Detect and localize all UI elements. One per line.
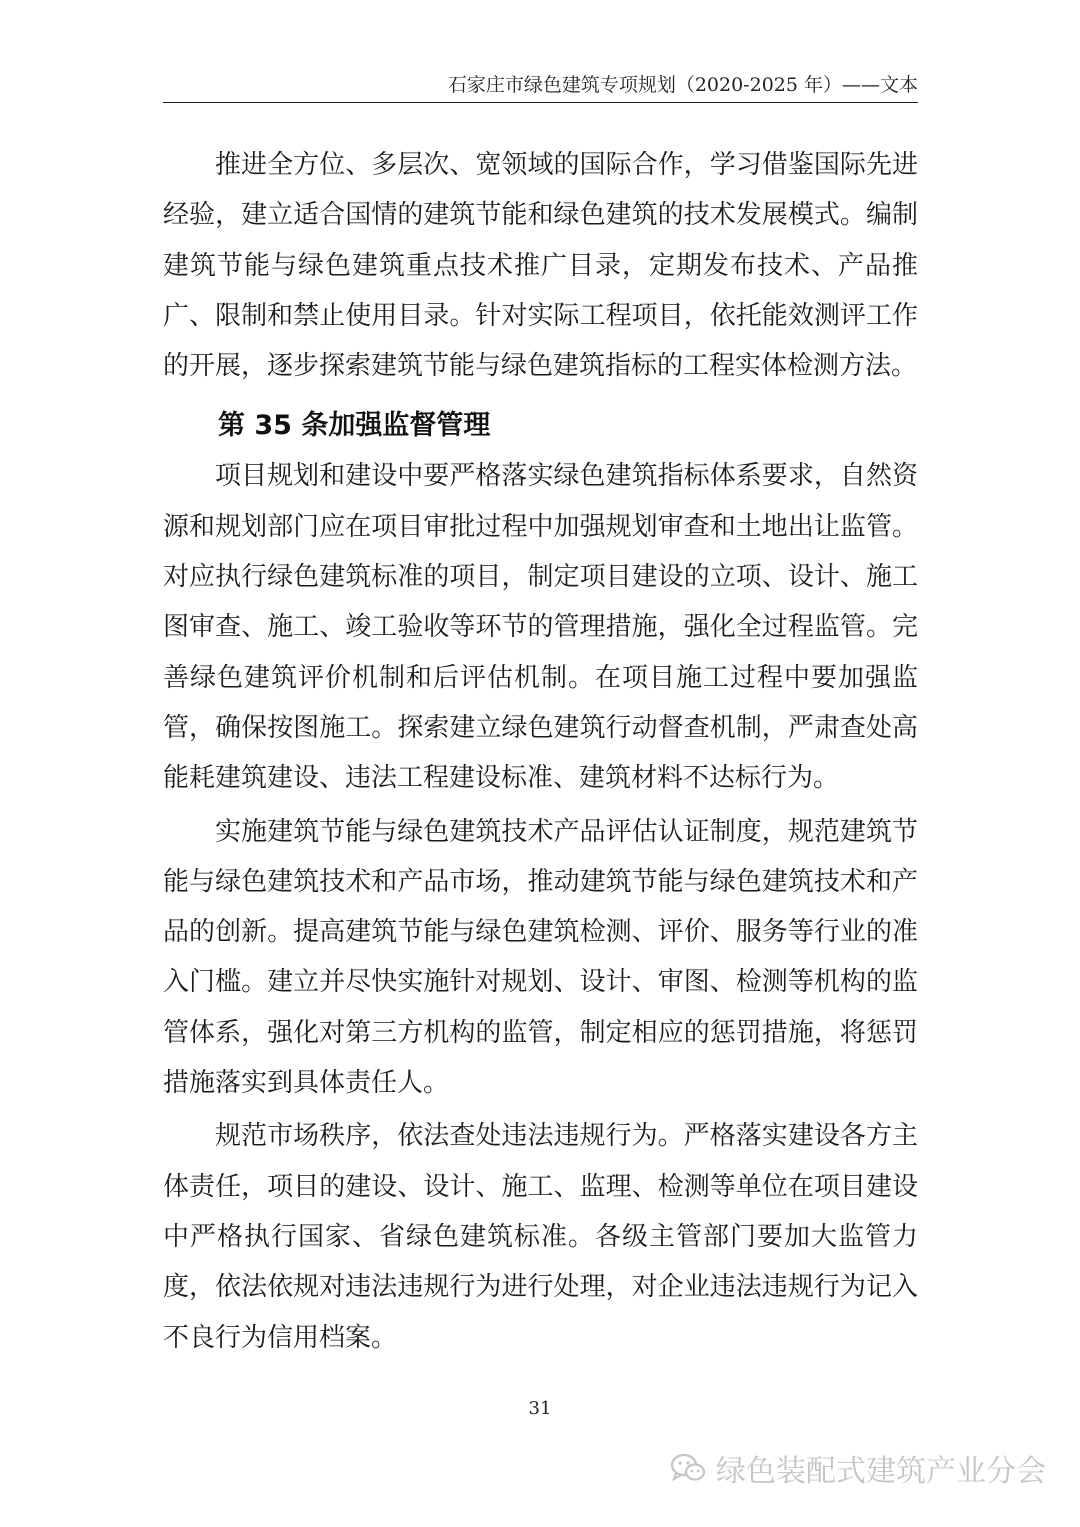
- watermark-text: 绿色装配式建筑产业分会: [716, 1454, 1046, 1489]
- paragraph: 推进全方位、多层次、宽领域的国际合作，学习借鉴国际先进经验，建立适合国情的建筑节能和绿色建筑的技术发展模式。编制建筑节能与绿色建筑重点技术推广目录，定期发布技术、产品推广、限制和禁止使用目录。针对实际工程项目，依托能效测评工作的开展，逐步探索建筑节能与绿色建筑指标的工程实体检测方法。: [163, 150, 918, 382]
- running-title: 石家庄市绿色建筑专项规划（2020-2025 年）——文本: [447, 74, 918, 96]
- section-heading: 第 35 条加强监督管理: [218, 410, 491, 442]
- paragraph: 项目规划和建设中要严格落实绿色建筑指标体系要求，自然资源和规划部门应在项目审批过程中加强规划审查和土地出让监管。对应执行绿色建筑标准的项目，制定项目建设的立项、设计、施工图审查、施工、竣工验收等环节的管理措施，强化全过程监管。完善绿色建筑评价机制和后评估机制。在项目施工过程中要加强监管，确保按图施工。探索建立绿色建筑行动督查机制，严肃查处高能耗建筑建设、违法工程建设标准、建筑材料不达标行为。: [163, 461, 918, 794]
- wechat-icon: [670, 1452, 706, 1484]
- page-number: 31: [528, 1398, 552, 1419]
- watermark: [670, 1448, 1046, 1488]
- paragraph: 规范市场秩序，依法查处违法违规行为。严格落实建设各方主体责任，项目的建设、设计、施工、监理、检测等单位在项目建设中严格执行国家、省绿色建筑标准。各级主管部门要加大监管力度，依法依规对违法违规行为进行处理，对企业违法违规行为记入不良行为信用档案。: [163, 1121, 918, 1353]
- running-header: [163, 68, 918, 103]
- document-body: [163, 140, 918, 1363]
- paragraph: 实施建筑节能与绿色建筑技术产品评估认证制度，规范建筑节能与绿色建筑技术和产品市场，推动建筑节能与绿色建筑技术和产品的创新。提高建筑节能与绿色建筑检测、评价、服务等行业的准入门槛。建立并尽快实施针对规划、设计、审图、检测等机构的监管体系，强化对第三方机构的监管，制定相应的惩罚措施，将惩罚措施落实到具体责任人。: [163, 816, 918, 1099]
